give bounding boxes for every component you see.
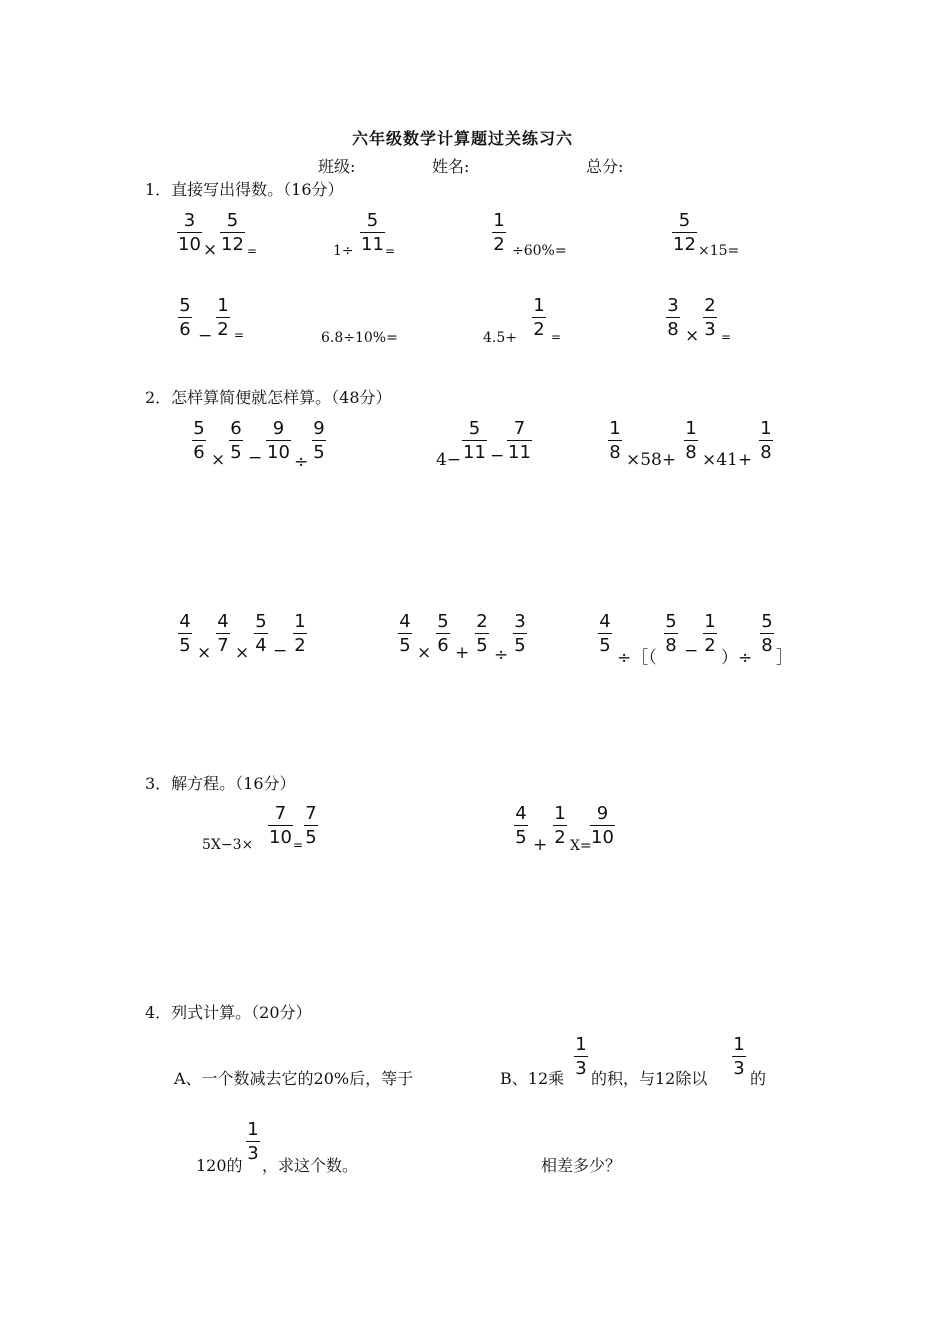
fraction: 4 5 <box>599 611 611 656</box>
class-label: 班级: <box>318 157 356 176</box>
minus-sign: − <box>684 641 699 661</box>
operand: 1÷ <box>333 243 354 259</box>
section-2-heading: 2．怎样算简便就怎样算。（48分） <box>145 388 392 407</box>
fraction: 1 2 <box>554 803 566 848</box>
fraction: 2 5 <box>476 611 488 656</box>
fraction: 1 3 <box>733 1034 745 1079</box>
equals-sign: = <box>385 244 396 258</box>
operand: ］ <box>776 648 793 668</box>
plus-sign: + <box>455 643 470 663</box>
text: B、12乘 <box>500 1069 565 1088</box>
operand: ÷［（ <box>617 648 657 668</box>
minus-sign: − <box>198 326 213 346</box>
s1-expression-6: 6.8÷10%= <box>321 330 398 346</box>
equals-sign: = <box>551 330 562 344</box>
fraction: 1 8 <box>760 418 772 463</box>
fraction: 9 10 <box>267 418 290 463</box>
fraction: 4 5 <box>399 611 411 656</box>
fraction: 5 8 <box>665 611 677 656</box>
operand: 5X−3× <box>202 837 254 853</box>
fraction: 1 2 <box>217 295 229 340</box>
text: 的 <box>750 1069 767 1088</box>
fraction: 5 6 <box>437 611 449 656</box>
operand: ÷60%= <box>512 243 567 259</box>
operand: 4.5+ <box>483 330 517 346</box>
fraction: 1 8 <box>685 418 697 463</box>
fraction: 1 2 <box>704 611 716 656</box>
fraction: 4 5 <box>515 803 527 848</box>
times-sign: × <box>685 326 700 346</box>
word-problem-b-line-2: 相差多少？ <box>541 1156 622 1175</box>
fraction: 5 11 <box>361 210 384 255</box>
fraction: 4 7 <box>217 611 229 656</box>
word-problem-a-line-1: A、一个数减去它的20%后，等于 <box>174 1069 414 1088</box>
text: 的积，与12除以 <box>591 1069 708 1088</box>
fraction: 1 2 <box>493 210 505 255</box>
fraction: 7 11 <box>508 418 531 463</box>
fraction: 9 5 <box>313 418 325 463</box>
equals-sign: = <box>247 244 258 258</box>
fraction: 5 4 <box>255 611 267 656</box>
fraction: 5 12 <box>221 210 244 255</box>
fraction: 1 3 <box>575 1034 587 1079</box>
times-sign: × <box>203 240 218 260</box>
fraction: 1 8 <box>609 418 621 463</box>
times-sign: × <box>417 643 432 663</box>
fraction: 4 5 <box>179 611 191 656</box>
fraction: 3 8 <box>667 295 679 340</box>
section-3-heading: 3．解方程。（16分） <box>145 774 296 793</box>
text: ，求这个数。 <box>262 1156 359 1175</box>
minus-sign: − <box>273 641 288 661</box>
times-sign: × <box>235 643 250 663</box>
minus-sign: − <box>490 446 505 466</box>
score-label: 总分: <box>586 157 624 176</box>
fraction: 5 8 <box>761 611 773 656</box>
operand: ×41+ <box>702 450 753 470</box>
page-title: 六年级数学计算题过关练习六 <box>352 129 574 148</box>
operand: 4− <box>436 450 462 470</box>
times-sign: × <box>211 450 226 470</box>
equals-sign: = <box>293 838 304 852</box>
fraction: 6 5 <box>230 418 242 463</box>
fraction: 5 6 <box>193 418 205 463</box>
section-1-heading: 1．直接写出得数。（16分） <box>145 180 344 199</box>
operand: X= <box>570 838 592 854</box>
fraction: 5 11 <box>463 418 486 463</box>
fraction: 3 5 <box>514 611 526 656</box>
minus-sign: − <box>248 448 263 468</box>
divide-sign: ÷ <box>294 452 309 472</box>
fraction: 5 6 <box>179 295 191 340</box>
times-sign: × <box>197 643 212 663</box>
operand: ×58+ <box>626 450 677 470</box>
fraction: 7 10 <box>269 803 292 848</box>
fraction: 9 10 <box>591 803 614 848</box>
section-4-heading: 4．列式计算。（20分） <box>145 1003 312 1022</box>
equals-sign: = <box>721 330 732 344</box>
fraction: 1 3 <box>247 1119 259 1164</box>
fraction: 2 3 <box>704 295 716 340</box>
text: 120的 <box>196 1156 243 1175</box>
fraction: 1 2 <box>533 295 545 340</box>
operand: ×15= <box>698 243 740 259</box>
fraction: 1 2 <box>294 611 306 656</box>
plus-sign: + <box>533 835 548 855</box>
name-label: 姓名: <box>432 157 470 176</box>
fraction: 5 12 <box>673 210 696 255</box>
divide-sign: ÷ <box>494 645 509 665</box>
fraction: 3 10 <box>178 210 201 255</box>
fraction: 7 5 <box>305 803 317 848</box>
operand: ）÷ <box>721 648 753 668</box>
equals-sign: = <box>234 328 245 342</box>
